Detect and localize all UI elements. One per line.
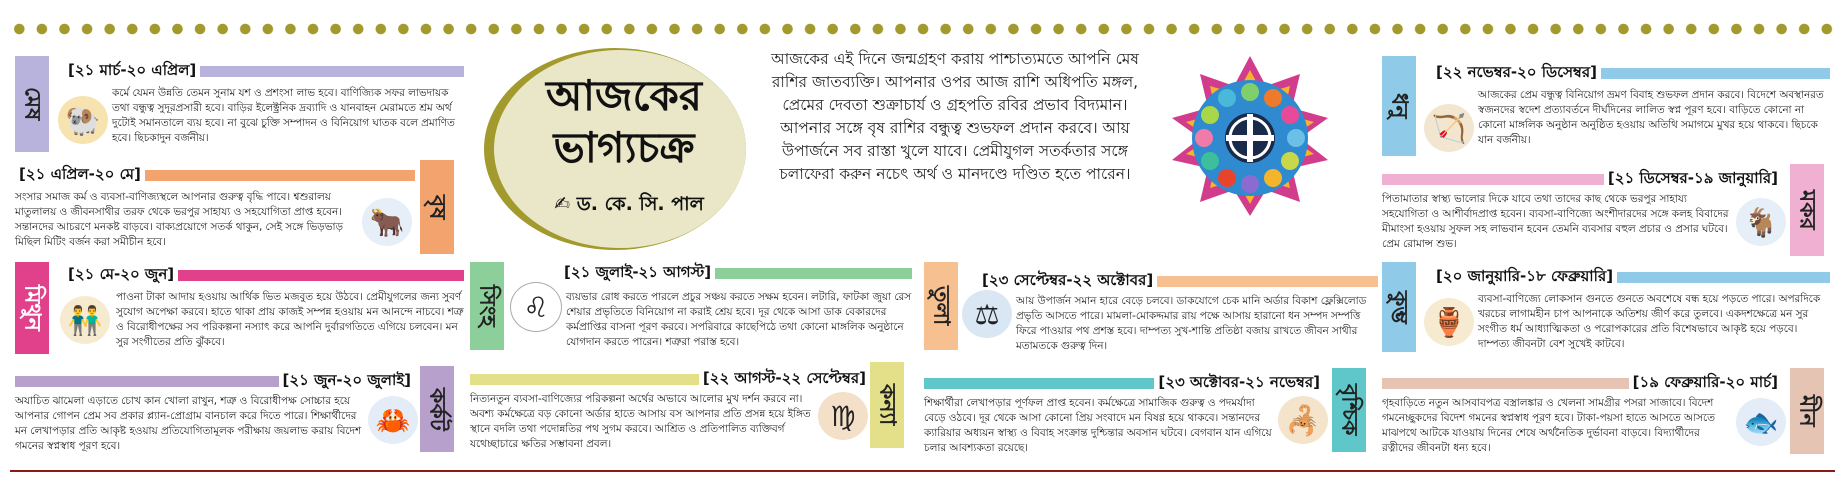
title-bar: [145, 170, 415, 181]
title-line-1: আজকের: [546, 71, 702, 120]
sign-title-row: [64, 264, 464, 286]
pen-icon: ✍: [554, 193, 571, 215]
title-bar: [715, 268, 912, 279]
virgo-icon: ♍: [818, 392, 868, 440]
sign-tab-kanya: [870, 362, 904, 448]
sign-dates: [২১ এপ্রিল-২০ মে]: [19, 164, 141, 183]
sign-tab-makar: [1790, 164, 1824, 256]
sign-name: বৃশ্চিক: [1336, 384, 1362, 436]
sign-dates: [২৩ সেপ্টেম্বর-২২ অক্টোবর]: [982, 270, 1154, 289]
title-bar: [1601, 68, 1830, 79]
sign-dates: [২২ নভেম্বর-২০ ডিসেম্বর]: [1436, 62, 1597, 81]
title-bar: [178, 270, 464, 281]
sign-dates: [২১ জুন-২০ জুলাই]: [282, 370, 411, 389]
ram-icon: 🐏: [58, 96, 108, 144]
sign-tab-tula: [924, 262, 958, 350]
sign-title-row: [15, 370, 415, 392]
sign-tab-singha: [470, 262, 504, 350]
lion-icon: ♌: [510, 282, 562, 332]
sign-name: কর্কট: [424, 387, 450, 431]
sign-dates: [২১ মে-২০ জুন]: [68, 264, 175, 283]
sign-name: তুলা: [928, 286, 954, 326]
twins-icon: 👬: [60, 296, 110, 344]
sign-tab-mithun: [15, 262, 49, 354]
sign-text: পাওনা টাকা আদায় হওয়ায় আর্থিক ভিত মজবুত হয়ে উঠবে। প্রেমীযুগলের জন্য সুবর্ণ সুযোগ অপেক্ষা করবে। হাতে থাকা প্রায় কাজই সম্পন্ন হওয়ায় মন আনন্দে নাচবে। শত্রু ও বিরোধীপক্ষের সব পরিকল্পনা নস্যাৎ করে আপনি দুর্বারগতিতে এগিয়ে চলবেন। মন সুর সংগীতের প্রতি ঝুঁকবে।: [116, 291, 464, 348]
sign-title-row: [978, 270, 1378, 292]
sign-name: মিথুন: [19, 285, 45, 331]
sign-tab-kumbha: [1382, 262, 1416, 352]
sign-text: কর্মে যেমন উন্নতি তেমন সুনাম যশ ও প্রশংসা লাভ হবে। বাণিজ্যিক সফর লাভদায়ক তথা বন্ধুত্ব সুদূরপ্রসারী হবে। বাড়ির ইলেক্ট্রনিক দ্রব্যাদি ও যানবাহন মেরামতে শ্রম অর্থ দুটোই সমানতালে ব্যয় হবে। না বুঝে চুক্তি সম্পাদন ও বিনিয়োগ ঘাতক বলে প্রমাণিত হবে। ছিচকাদুন বর্জনীয়।: [112, 87, 455, 144]
sign-tab-brishchik: [1332, 368, 1366, 452]
sign-title-row: [470, 368, 870, 390]
sign-title-row: [15, 164, 415, 186]
scales-icon: ⚖: [962, 290, 1012, 338]
sign-dates: [২১ জুলাই-২১ আগস্ট]: [564, 262, 712, 281]
sign-dates: [১৯ ফেব্রুয়ারি-২০ মার্চ]: [1632, 372, 1778, 391]
sign-text: আয় উপার্জন সমান হারে বেড়ে চলবে। ডাকযোগে চেক মানি অর্ডার বিকাশ ফ্লেক্সিলোড প্রভৃতি আসতে পারে। মামলা-মোকদ্দমার রায় পক্ষে আসায় হারানো ধন সম্পদ সম্পত্তি ফিরে পাওয়ার পথ প্রশস্ত হবে। দাম্পত্য সুখ-শান্তি প্রতিষ্ঠা বজায় রাখতে জীবন সাথীর মতামতকে গুরুত্ব দিন।: [1016, 295, 1367, 352]
page-title: [514, 70, 734, 174]
crab-icon: 🦀: [368, 396, 418, 444]
scorpion-icon: 🦂: [1278, 396, 1328, 444]
sign-text: ব্যবসা-বাণিজ্যে লোকসান গুনতে গুনতে অবশেষে বন্ধ হয়ে পড়তে পারে। অপরদিকে খরচের লাগামহীন চাপ আপনাকে অতিশয় জীর্ণ করে তুলবে। একদশক্ষেত্রে মন সুর সংগীত ধর্ম আধ্যাত্মিকতা ও পরোপকারের প্রতি বিশেষভাবে আকৃষ্ট হয়ে পড়বে। দাম্পত্য জীবনটা বেশ সুখেই কাটবে।: [1478, 293, 1821, 350]
title-bar: [1157, 276, 1378, 287]
sign-text: অযাচিত ঝামেলা এড়াতে চোখ কান খোলা রাখুন, শত্রু ও বিরোধীপক্ষ সোচ্চার হয়ে আপনার গোপন প্রেম সব প্রকার প্ল্যান-প্রোগ্রাম বানচাল করে দিতে পারে। শিক্ষার্থীদের মন লেখাপড়ার প্রতি আকৃষ্ট হওয়ায় প্রতিযোগিতামূলক পরীক্ষায় জয়লাভ করায় বিদেশ গমনের স্বপ্নস্বাধ পূরণ হবে।: [15, 395, 362, 452]
sign-text: গৃহবাড়িতে নতুন আসবাবপত্র বস্ত্রালঙ্কার ও খেলনা সামগ্রীর পসরা সাজাবে। বিদেশ গমনেচ্ছুকদের বিদেশ গমনের স্বপ্নস্বাধ পূরণ হবে। টাকা-পয়সা হাতে আসতে আসতে মাঝপথে আটকে যাওয়ায় দিনের শেষে অর্থনৈতিক দুর্ভাবনা বাড়বে। বিদ্যার্থীদের রত্নীদের জীবনটা ধন্য হবে।: [1382, 397, 1715, 454]
sign-tab-karkat: [420, 366, 454, 452]
sign-text: আজকের প্রেম বন্ধুত্ব বিনিয়োগ ভ্রমণ বিবাহ শুভফল প্রদান করবে। বিদেশে অবস্থানরত স্বজনদের স্বদেশ প্রত্যাবর্তনে দীর্ঘদিনের লালিত স্বপ্ন পূরণ হবে। বাড়িতে কোনো না কোনো মাঙ্গলিক অনুষ্ঠান অনুষ্ঠিত হওয়ায় অতিথি সমাগমে মুখর হয়ে থাকবে। ছিচকে যান বর্জনীয়।: [1478, 89, 1824, 146]
zodiac-wheel-icon: [1170, 56, 1330, 216]
sign-name: কুম্ভ: [1386, 290, 1412, 324]
title-bar: [1617, 272, 1830, 283]
bottom-rule: [10, 470, 1835, 472]
sign-dates: [২১ মার্চ-২০ এপ্রিল]: [68, 60, 197, 79]
sign-name: মকর: [1794, 190, 1820, 230]
sign-name: সিংহ: [474, 285, 500, 327]
sign-name: বৃষ: [424, 194, 450, 220]
archer-icon: 🏹: [1424, 104, 1474, 152]
title-bar: [924, 378, 1154, 389]
sign-text: সংসার সমাজ কর্ম ও ব্যবসা-বাণিজ্যস্থলে আপনার গুরুত্ব বৃদ্ধি পাবে। শ্বশুরালয় মাতুলালয় ও জীবনসাথীর তরফ থেকে ভরপুর সাহায্য ও সহযোগিতা প্রাপ্ত হবেন। সন্তানদের আচরণে মনকষ্ট বাড়বে। বাক্যপ্রয়োগে সতর্ক থাকুন, সেই সঙ্গে ভিড়ভাড় মিছিল মিটিং বর্জন করা সমীচীন হবে।: [15, 191, 343, 248]
sign-text: শিক্ষার্থীরা লেখাপড়ার পূর্ণফল প্রাপ্ত হবেন। কর্মক্ষেত্রে সামাজিক গুরুত্ব ও পদমর্যাদা বেড়ে ওঠবে। দূর থেকে আসা কোনো প্রিয় সংবাদে মন বিষণ্ণ হয়ে থাকবে। সন্তানদের ক্যারিয়ার অধ্যয়ন স্বাস্থ্য ও বিবাহ সংক্রান্ত দুশ্চিন্তার অবসান ঘটবে। বেগবান যান এগিয়ে চলার আবশ্যকতা রয়েছে।: [924, 397, 1272, 454]
sign-dates: [২১ ডিসেম্বর-১৯ জানুয়ারি]: [1607, 168, 1778, 187]
sign-dates: [২২ আগস্ট-২২ সেপ্টেম্বর]: [702, 368, 866, 387]
sign-name: কন্যা: [874, 384, 900, 426]
water-bearer-icon: 🏺: [1424, 298, 1474, 346]
dotted-border: [8, 22, 1838, 36]
sign-dates: [২০ জানুয়ারি-১৮ ফেব্রুয়ারি]: [1436, 266, 1614, 285]
sign-title-row: [1382, 168, 1782, 190]
author-byline: [524, 190, 734, 222]
sign-tab-brish: [420, 160, 454, 254]
goat-icon: 🐐: [1736, 198, 1786, 246]
sign-tab-mesh: [15, 56, 49, 152]
author-name: ড. কে. সি. পাল: [576, 193, 704, 215]
sign-title-row: [1432, 62, 1830, 84]
sign-text: ব্যয়ভার রোধ করতে পারলে প্রচুর সঞ্চয় করতে সক্ষম হবেন। লটারি, ফাটকা জুয়া রেস শেয়ার প্রভৃতিতে বিনিয়োগ না করাই শ্রেয় হবে। দূর থেকে আসা ডাক বেকারদের কর্মপ্রাপ্তির বাসনা পূরণ করবে। সপরিবারে কাছেপিঠে তথা কোনো মাঙ্গলিক অনুষ্ঠানে যোগদান করতে পারেন। শত্রুরা পরাস্ত হবে।: [566, 291, 912, 348]
masthead: [484, 48, 746, 250]
title-line-2: ভাগ্যচক্র: [553, 123, 695, 172]
title-bar: [1382, 174, 1604, 185]
sign-dates: [২৩ অক্টোবর-২১ নভেম্বর]: [1158, 372, 1320, 391]
sign-tab-meen: [1790, 368, 1824, 454]
sign-title-row: [1382, 372, 1782, 394]
sign-text: নিত্যনতুন ব্যবসা-বাণিজ্যের পরিকল্পনা অর্থের অভাবে আলোর মুখ দর্শন করবে না। অবশ্য কর্মক্ষেত্রে বড় কোনো অর্ডার হাতে আসায় বস আপনার প্রতি প্রসন্ন হয়ে ইঙ্গিত স্থানে বদলি তথা পদোন্নতির পথ সুগম করবে। আশ্রিত ও প্রতিপালিত ব্যক্তিবর্গ যথেচ্ছাচারে ক্ষতির সম্ভাবনা প্রবল।: [470, 393, 811, 450]
title-bar: [1382, 378, 1629, 389]
sign-name: মীন: [1794, 395, 1820, 427]
sign-name: ধনু: [1386, 93, 1412, 119]
title-bar: [15, 376, 279, 387]
title-bar: [470, 374, 699, 385]
sign-title-row: [1432, 266, 1830, 288]
fish-icon: 🐟: [1736, 398, 1786, 446]
sign-name: মেষ: [19, 87, 45, 121]
bull-icon: 🐂: [362, 198, 412, 246]
sign-title-row: [560, 262, 912, 284]
sign-tab-dhanu: [1382, 56, 1416, 156]
sign-title-row: [64, 60, 464, 82]
sign-title-row: [924, 372, 1324, 394]
title-bar: [200, 66, 464, 77]
sign-text: পিতামাতার স্বাস্থ্য ভালোর দিকে যাবে তথা তাদের কাছ থেকে ভরপুর সাহায্য সহযোগিতা ও আশীর্বাদপ্রাপ্ত হবেন। ব্যবসা-বাণিজ্যে অংশীদারদের সঙ্গে কলহ বিবাদের মীমাংসা হওয়ায় সুফল সহ লাভবান হবেন তেমনি ব্যবসার বহুল প্রচার ও প্রসার ঘটবে। প্রেম রোমান্স শুভ।: [1382, 193, 1729, 250]
intro-paragraph: আজকের এই দিনে জন্মগ্রহণ করায় পাশ্চাত্যমতে আপনি মেষ রাশির জাতব্যক্তি। আপনার ওপর আজ রাশি অধিপতি মঙ্গল, প্রেমের দেবতা শুক্রাচার্য ও গ্রহপতি রবির প্রভাব বিদ্যমান। আপনার সঙ্গে বৃষ রাশির বন্ধুত্ব শুভফল প্রদান করবে। আয় উপার্জনে সব রাস্তা খুলে যাবে। প্রেমীযুগল সতর্কতার সঙ্গে চলাফেরা করুন নচেৎ অর্থ ও মানদণ্ডে দণ্ডিত হতে পারেন।: [771, 50, 1139, 183]
